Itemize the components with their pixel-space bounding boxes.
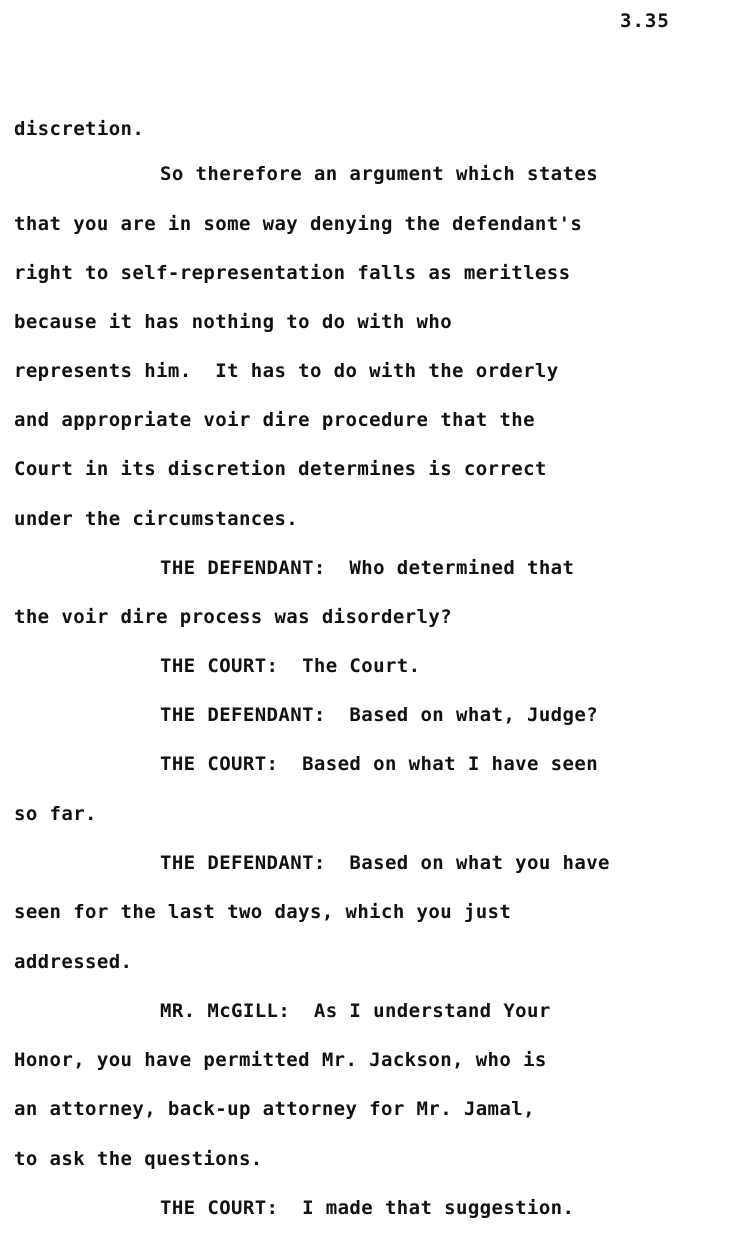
transcript-line: Honor, you have permitted Mr. Jackson, who is bbox=[14, 1049, 547, 1071]
transcript-line: so far. bbox=[14, 803, 97, 825]
transcript-line: seen for the last two days, which you just bbox=[14, 901, 512, 923]
transcript-line: represents him. It has to do with the orderly bbox=[14, 360, 559, 382]
speaker-line: THE COURT: The Court. bbox=[160, 655, 421, 677]
transcript-line: to ask the questions. bbox=[14, 1148, 263, 1170]
speaker-line: THE COURT: Based on what I have seen bbox=[160, 753, 599, 775]
transcript-line: right to self-representation falls as meritless bbox=[14, 262, 571, 284]
speaker-line: THE COURT: I made that suggestion. bbox=[160, 1197, 575, 1219]
speaker-line: THE DEFENDANT: Based on what you have bbox=[160, 852, 610, 874]
speaker-line: THE DEFENDANT: Who determined that bbox=[160, 557, 575, 579]
transcript-line: under the circumstances. bbox=[14, 508, 299, 530]
transcript-line: So therefore an argument which states bbox=[160, 163, 599, 185]
transcript-line: and appropriate voir dire procedure that the bbox=[14, 409, 535, 431]
transcript-line: that you are in some way denying the defendant's bbox=[14, 213, 583, 235]
transcript-line: addressed. bbox=[14, 951, 133, 973]
transcript-line: Court in its discretion determines is correct bbox=[14, 458, 547, 480]
speaker-line: MR. McGILL: As I understand Your bbox=[160, 1000, 551, 1022]
transcript-line: discretion. bbox=[14, 118, 145, 140]
speaker-line: THE DEFENDANT: Based on what, Judge? bbox=[160, 704, 599, 726]
transcript-line: the voir dire process was disorderly? bbox=[14, 606, 453, 628]
transcript-line: because it has nothing to do with who bbox=[14, 311, 453, 333]
page-number: 3.35 bbox=[620, 10, 670, 32]
transcript-line: an attorney, back-up attorney for Mr. Jamal, bbox=[14, 1098, 535, 1120]
